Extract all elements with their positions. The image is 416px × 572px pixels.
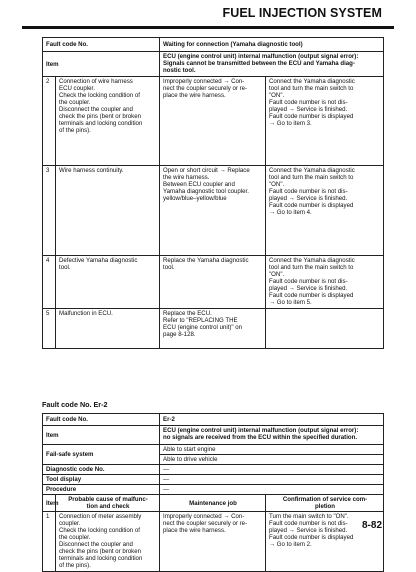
diagnostic-code-value: — (160, 465, 384, 475)
item-label: Item (43, 426, 160, 445)
col-header-confirm: Confirmation of service com- pletion (266, 495, 384, 512)
table-row (43, 309, 384, 349)
row-cause: Defective Yamaha diagnostic tool. (56, 256, 160, 309)
row-confirm: Connect the Yamaha diagnostic tool and turn the main switch to "ON". Fault code number is not dis- played → Service is finished. Fault code number is displayed → Go to item 4. (266, 166, 384, 256)
column-header-row (43, 495, 384, 512)
page-number: 8-82 (361, 520, 382, 531)
col-header-item: Item (43, 495, 56, 512)
page-header-title: FUEL INJECTION SYSTEM (222, 6, 382, 20)
procedure-label: Procedure (43, 485, 160, 495)
row-item-no: 4 (43, 256, 56, 309)
row-job: Replace the Yamaha diagnostic tool. (160, 256, 266, 309)
failsafe-value-drive: Able to drive vehicle (160, 455, 384, 465)
row-cause: Wire harness continuity. (56, 166, 160, 256)
row-confirm: Turn the main switch to "ON". Fault code number is not dis- played → Service is finished. Fault code number is displayed → Go to item 2. (266, 512, 384, 572)
procedure-value: — (160, 485, 384, 495)
row-job: Open or short circuit → Replace the wire harness. Between ECU coupler and Yamaha diagnostic tool coupler. yellow/blue–yellow/blue (160, 166, 266, 256)
row-job: Replace the ECU. Refer to "REPLACING THE ECU (engine control unit)" on page 8-128. (160, 309, 266, 349)
section-heading: Fault code No. Er-2 (42, 400, 108, 409)
table-row (43, 256, 384, 309)
row-item-no: 2 (43, 77, 56, 166)
item-label: Item (43, 52, 160, 77)
row-confirm: Connect the Yamaha diagnostic tool and turn the main switch to "ON". Fault code number is not dis- played → Service is finished. Fault code number is displayed → Go to item 5. (266, 256, 384, 309)
row-item-no: 3 (43, 166, 56, 256)
item-value: ECU (engine control unit) internal malfunction (output signal error): no signals are received from the ECU within the specified duration. (160, 426, 384, 445)
table-row (43, 77, 384, 166)
fault-table-waiting-connection (42, 37, 384, 349)
fault-code-label: Fault code No. (43, 414, 160, 426)
row-job: Improperly connected → Con- nect the coupler securely or re- place the wire harness. (160, 77, 266, 166)
diagnostic-code-label: Diagnostic code No. (43, 465, 160, 475)
row-item-no: 5 (43, 309, 56, 349)
col-header-job: Maintenance job (160, 495, 266, 512)
row-confirm (266, 309, 384, 349)
fault-code-value: Er-2 (160, 414, 384, 426)
row-confirm: Connect the Yamaha diagnostic tool and turn the main switch to "ON". Fault code number is not dis- played → Service is finished. Fault code number is displayed → Go to item 3. (266, 77, 384, 166)
tool-display-value: — (160, 475, 384, 485)
fault-code-value: Waiting for connection (Yamaha diagnostic tool) (160, 38, 384, 52)
row-cause: Connection of meter assembly coupler. Check the locking condition of the coupler. Disconnect the coupler and check the pins (bent or broken terminals and locking condition of the pins). (56, 512, 160, 572)
col-header-cause: Probable cause of malfunc- tion and check (56, 495, 160, 512)
row-item-no: 1 (43, 512, 56, 572)
row-cause: Malfunction in ECU. (56, 309, 160, 349)
row-job: Improperly connected → Con- nect the coupler securely or re- place the wire harness. (160, 512, 266, 572)
row-cause: Connection of wire harness ECU coupler. Check the locking condition of the coupler. Disconnect the coupler and check the pins (bent or broken terminals and locking condition of the pins). (56, 77, 160, 166)
table-row (43, 166, 384, 256)
failsafe-label: Fail-safe system (43, 445, 160, 465)
fault-code-label: Fault code No. (43, 38, 160, 52)
table-row (43, 512, 384, 572)
fault-table-er-2 (42, 413, 384, 572)
header-rule (22, 26, 394, 29)
tool-display-label: Tool display (43, 475, 160, 485)
failsafe-value-start: Able to start engine (160, 445, 384, 455)
item-value: ECU (engine control unit) internal malfunction (output signal error): Signals cannot be transmitted between the ECU and Yamaha diag- nostic tool. (160, 52, 384, 77)
